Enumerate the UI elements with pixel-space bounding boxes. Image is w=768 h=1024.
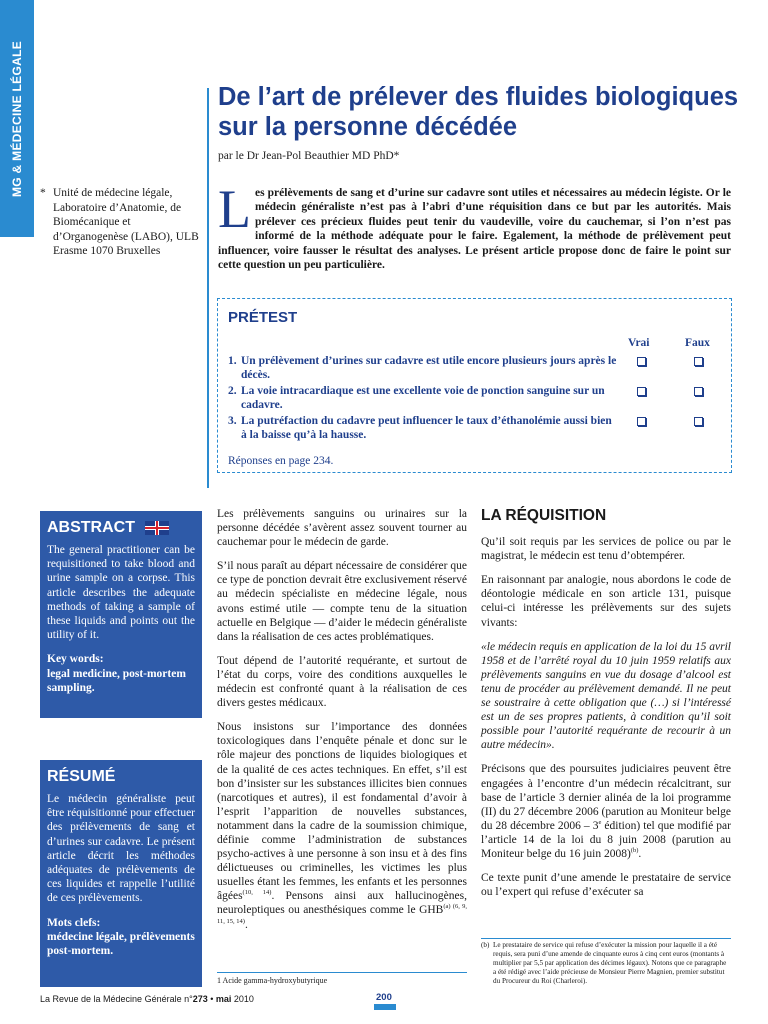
question-number: 2. <box>228 385 237 397</box>
paragraph-text: . <box>638 847 642 860</box>
article-title: De l’art de prélever des fluides biologiques sur la personne décédée <box>218 83 739 141</box>
paragraph-text: Précisons que des poursuites judiciaires peuvent être engagées à l’encontre d’un médecin récalcitrant, sur base de l’article 3 dernier alinéa de la loi programme (II) du 27 décembre 2006 (parution au Moniteur belge du 28 décembre 2006 – 3 <box>481 763 731 832</box>
question-text: Un prélèvement d’urines sur cadavre est utile encore plusieurs jours après le décès. <box>241 355 617 381</box>
separator: • <box>207 994 216 1004</box>
paragraph: En raisonnant par analogie, nous abordons le code de déontologie médicale en son article 131, puisque celui-ci intéresse les prélèvements sur des sujets vivants: <box>481 574 731 629</box>
answers-note: Réponses en page 234. <box>228 455 334 467</box>
paragraph-text: . <box>244 918 248 931</box>
resume-box <box>40 760 202 987</box>
superscript: e <box>598 818 602 826</box>
pretest-question <box>228 384 618 412</box>
section-tab-label: MG & MÉDECINE LÉGALE <box>10 40 24 197</box>
affiliation <box>40 186 200 259</box>
paragraph: S’il nous paraît au départ nécessaire de considérer que ce type de ponction devrait être exclusivement réservé au médecin spécialiste en médecine légale, nous avons estimé utile — compte tenu de la situation actuelle en Belgique — d’aider le médecin généraliste dans la réalisation de ces actes problématiques. <box>217 560 468 643</box>
article-author: par le Dr Jean-Pol Beauthier MD PhD* <box>218 150 400 162</box>
abstract-keywords <box>47 652 195 695</box>
abstract-box <box>40 511 202 718</box>
answer-false-checkbox[interactable] <box>694 387 703 396</box>
issue-number: 273 <box>192 994 208 1004</box>
abstract-heading-row <box>47 519 195 537</box>
resume-keywords <box>47 916 195 959</box>
question-number: 3. <box>228 415 237 427</box>
title-rule <box>207 88 209 488</box>
paragraph <box>481 762 731 861</box>
paragraph-text: édition) tel que modifié par l’article 14 de la loi du 8 juin 2008 (parution au Moniteur belge du 16 juin 2008) <box>481 819 731 860</box>
pretest-col-false: Faux <box>685 337 710 349</box>
citation: (b) <box>630 847 639 855</box>
question-text: La voie intracardiaque est une excellente voie de ponction sanguine sur un cadavre. <box>241 385 605 411</box>
citation: (10, 14) <box>242 889 272 897</box>
issue-month: mai <box>215 994 232 1004</box>
footnote-a: 1 Acide gamma-hydroxybutyrique <box>217 976 328 985</box>
answer-true-checkbox[interactable] <box>637 387 646 396</box>
keywords-label: Key words: <box>47 653 104 666</box>
footnote-rule <box>481 938 731 939</box>
journal-name: La Revue de la Médecine Générale n° <box>40 994 193 1004</box>
drop-cap: L <box>218 179 251 239</box>
body-column-2 <box>217 507 467 942</box>
paragraph-text: . Pensons ainsi aux hallucinogènes, neuroleptiques ou anesthésiques comme le GHB <box>217 890 467 917</box>
question-number: 1. <box>228 355 237 367</box>
intro-text: es prélèvements de sang et d’urine sur cadavre sont utiles et nécessaires au médecin légiste. Or le médecin généraliste n’est pas à l’abri d’une réquisition dans ce but par les autorités. Mais prélever ces précieux fluides peut tenir du vaudeville, voire du cauchemar, si l’on n’est pas informé de la méthode adéquate pour le faire. Egalement, la méthode de prélèvement peut influencer, voire fausser le résultat des analyses. Le présent article propose donc de faire le point sur cette question un peu particulière. <box>218 187 731 272</box>
answer-true-checkbox[interactable] <box>637 357 646 366</box>
pretest-question <box>228 354 618 382</box>
footnote-b <box>481 941 731 986</box>
keywords-value: médecine légale, prélèvements post-mortem. <box>47 930 195 958</box>
paragraph-text: Nous insistons sur l’importance des données toxicologiques dans l’enquête pénale et donc sur le rôle majeur des ponctions de liquides biologiques et de la qualité de ces actes techniques. En effet, s’il est bon d’insister sur les substances illicites bien connues (narcotiques et autres), il est fondamental d’avoir à l’esprit l’apparition de nouvelles substances, notamment dans la cadre de la soumission chimique, définie comme l’administration de substances psycho-actives à une personne à son insu et à des fins délictueuses ou criminelles, les victimes les plus usuelles étant les femmes, les enfants et les personnes âgées <box>217 721 467 903</box>
paragraph <box>217 720 467 931</box>
intro-paragraph <box>218 179 731 272</box>
body-column-3 <box>481 507 731 909</box>
resume-text: Le médecin généraliste peut être réquisitionné pour effectuer des prélèvements de sang et d’urines sur cadavre. Le présent article décrit les méthodes adéquates de prélèvements de ces liquides et rappelle l’utilité de ces prélèvements. <box>47 793 195 905</box>
answer-true-checkbox[interactable] <box>637 417 646 426</box>
pretest-heading: PRÉTEST <box>228 309 298 326</box>
page-number: 200 <box>376 992 392 1003</box>
issue-year: 2010 <box>231 994 254 1004</box>
footnote-text: Le prestataire de service qui refuse d’exécuter la mission pour laquelle il a été requis, sera puni d’une amende de cinquante euros à cinq cent euros (montants à multiplier par 5,5 par application des décimes légaux). Notons que ce paragraphe a été rédigé avec l’aide précieuse de Monsieur Pierre Magnien, premier substitut du Procureur du Roi (Charleroi). <box>493 941 727 986</box>
quote: «le médecin requis en application de la loi du 15 avril 1958 et de l’arrêté royal du 10 juin 1959 relatifs aux prélèvements sanguins en vue du dosage d’alcool est tenu de procéder au prélèvement demandé. Il ne peut se soustraire à cette obligation que (…) si l’intéressé est un de ses propres patients, à condition qu’il soit possible pour l’autorité requérante de recourir à un autre médecin». <box>481 640 731 752</box>
paragraph: Tout dépend de l’autorité requérante, et surtout de l’état du corps, voire des conditions auxquelles le médecin est confronté quant à la réalisation de ces divers gestes médicaux. <box>217 654 467 710</box>
section-tab <box>0 0 34 237</box>
question-text: La putréfaction du cadavre peut influencer le taux d’éthanolémie aussi bien à la baisse qu’à la hausse. <box>241 415 612 441</box>
page-number-bar <box>374 1004 396 1010</box>
pretest-question <box>228 414 618 442</box>
affiliation-text: Unité de médecine légale, Laboratoire d’Anatomie, de Biomécanique et d’Organogenèse (LABO), ULB Erasme 1070 Bruxelles <box>53 187 199 257</box>
pretest-col-true: Vrai <box>628 337 650 349</box>
affiliation-marker: * <box>40 187 46 199</box>
keywords-value: legal medicine, post-mortem sampling. <box>47 667 186 694</box>
paragraph: Les prélèvements sanguins ou urinaires sur la personne décédée s’avèrent assez souvent tourner au cauchemar pour le médecin de garde. <box>217 508 467 549</box>
abstract-heading: ABSTRACT <box>47 519 135 536</box>
abstract-text: The general practitioner can be requisitioned to take blood and urine sample on a corpse. This article describes the adequate methods of taking a sample of these liquids and points out the utility of it. <box>47 544 195 642</box>
section-heading: LA RÉQUISITION <box>481 507 607 524</box>
pretest-box <box>217 298 732 473</box>
footnote-label: (b) <box>481 941 490 949</box>
answer-false-checkbox[interactable] <box>694 417 703 426</box>
paragraph: Qu’il soit requis par les services de police ou par le magistrat, le médecin est tenu d’obtempérer. <box>481 536 731 563</box>
resume-heading: RÉSUMÉ <box>47 768 116 785</box>
paragraph: Ce texte punit d’une amende le prestataire de service ou l’expert qui refuse d’exécuter sa <box>481 872 731 899</box>
keywords-label: Mots clefs: <box>47 916 101 929</box>
citation: (a) (6, 9, 11, 15, 14) <box>217 903 467 925</box>
page-footer <box>40 994 254 1004</box>
uk-flag-icon <box>145 521 169 535</box>
answer-false-checkbox[interactable] <box>694 357 703 366</box>
footnote-rule <box>217 972 467 973</box>
